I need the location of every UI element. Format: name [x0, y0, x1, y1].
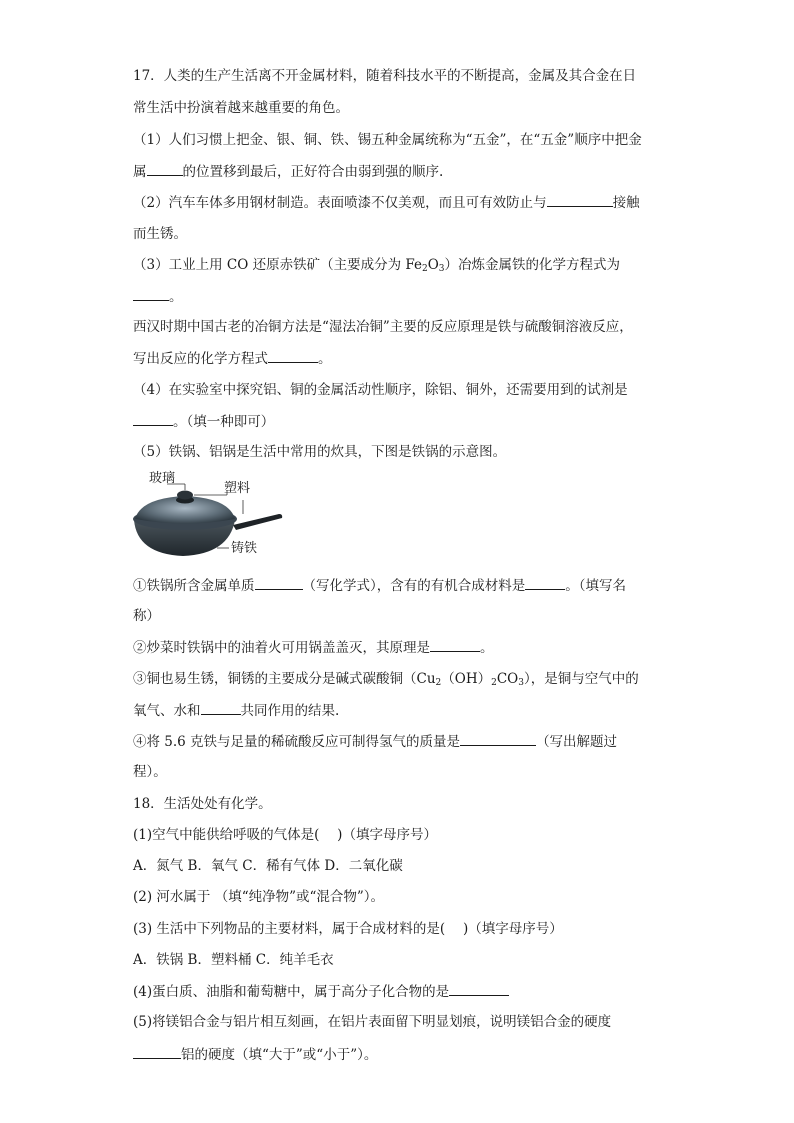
q17-intro-line2: 常生活中扮演着越来越重要的角色。 — [133, 100, 349, 116]
q18-part3: (3) 生活中下列物品的主要材料，属于合成材料的是( )（填字母序号） — [133, 921, 563, 937]
answer-blank[interactable] — [430, 638, 480, 652]
handle-shape — [233, 514, 282, 530]
answer-blank[interactable] — [133, 412, 173, 426]
answer-blank[interactable] — [133, 1045, 181, 1059]
q18-part1-options: A．氮气 B．氧气 C．稀有气体 D．二氧化碳 — [133, 858, 403, 874]
figure-label-plastic: 塑料 — [224, 481, 251, 496]
q17-part4-line2: 。（填一种即可） — [133, 412, 274, 431]
q17-part1-line1: （1）人们习惯上把金、银、铜、铁、锡五种金属统称为“五金”，在“五金”顺序中把金 — [133, 132, 642, 148]
q18-part2: (2) 河水属于 （填“纯净物”或“混合物”）。 — [133, 889, 385, 905]
q18-part1: (1)空气中能供给呼吸的气体是( )（填字母序号） — [133, 827, 437, 843]
answer-blank[interactable] — [460, 732, 536, 746]
q17-sub1-line2: 称） — [133, 608, 160, 624]
answer-blank[interactable] — [547, 193, 613, 207]
answer-blank[interactable] — [255, 576, 303, 590]
answer-blank[interactable] — [147, 162, 183, 176]
q17-intro-line1: 17．人类的生产生活离不开金属材料，随着科技水平的不断提高，金属及其合金在日 — [133, 68, 637, 84]
answer-blank[interactable] — [525, 576, 565, 590]
q17-part2-line2: 而生锈。 — [133, 226, 187, 242]
q17-sub4-line2: 程）。 — [133, 764, 167, 780]
q17-part3-line3: 西汉时期中国古老的冶铜方法是“湿法冶铜”主要的反应原理是铁与硫酸铜溶液反应， — [133, 319, 633, 335]
q18-part3-options: A．铁锅 B．塑料桶 C．纯羊毛衣 — [133, 952, 334, 968]
answer-blank[interactable] — [133, 287, 169, 301]
answer-blank[interactable] — [268, 349, 318, 363]
q17-part5-line1: （5）铁锅、铝锅是生活中常用的炊具，下图是铁锅的示意图。 — [133, 444, 507, 460]
q18-part5-line2: 铝的硬度（填“大于”或“小于”）。 — [133, 1045, 377, 1064]
q17-sub4-line1: ④将 5.6 克铁与足量的稀硫酸反应可制得氢气的质量是 （写出解题过 — [133, 734, 618, 750]
figure-label-glass: 玻璃 — [149, 471, 176, 486]
q17-sub3-line2: 氧气、水和 共同作用的结果. — [133, 703, 340, 719]
q17-sub1-line1: ①铁锅所含金属单质 （写化学式），含有的有机合成材料是 。（填写名 — [133, 578, 626, 594]
q17-part4-line1: （4）在实验室中探究铝、铜的金属活动性顺序，除铝、铜外，还需要用到的试剂是 — [133, 382, 628, 398]
q18-title: 18．生活处处有化学。 — [133, 796, 272, 812]
q17-sub2-line1: ②炒菜时铁锅中的油着火可用锅盖盖灭，其原理是 。 — [133, 640, 494, 656]
q17-part3-line2: 。 — [133, 287, 183, 306]
answer-blank[interactable] — [201, 701, 241, 715]
q18-part4: (4)蛋白质、油脂和葡萄糖中，属于高分子化合物的是 — [133, 982, 509, 1001]
q17-part2-line1: （2）汽车车体多用钢材制造。表面喷漆不仅美观，而且可有效防止与 接触 — [133, 195, 640, 211]
wok-figure — [131, 470, 291, 566]
q17-part3-line1: （3）工业上用 CO 还原赤铁矿（主要成分为 $Fe_2O_3$）冶炼金属铁的化学方程式为 — [133, 257, 621, 274]
q17-sub3-line1: ③铜也易生锈，铜锈的主要成分是碱式碳酸铜$(Cu_2(OH)_2CO_3)$，是铜与空气中的 — [133, 671, 639, 688]
q17-part1-line2: 属 的位置移到最后，正好符合由弱到强的顺序. — [133, 164, 444, 180]
q17-part3-line4: 写出反应的化学方程式 。 — [133, 351, 332, 367]
q18-part5-line1: (5)将镁铝合金与铝片相互刻画，在铝片表面留下明显划痕，说明镁铝合金的硬度 — [133, 1014, 612, 1030]
figure-label-cast-iron: 铸铁 — [231, 541, 258, 556]
lid-knob — [177, 491, 193, 500]
answer-blank[interactable] — [449, 982, 509, 996]
